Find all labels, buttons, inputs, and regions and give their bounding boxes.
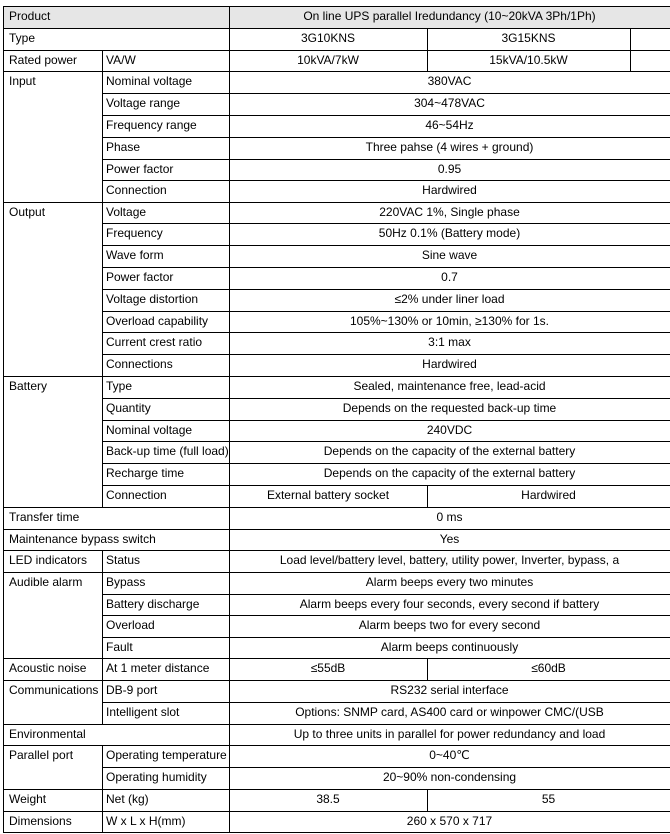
row-sublabel: Operating temperature [106,748,227,762]
value-cell: 0.95 [437,162,462,176]
column-divider [229,6,230,28]
column-divider [229,137,230,159]
column-divider [229,680,230,702]
row-sublabel: Fault [106,640,133,654]
column-divider [229,332,230,354]
column-divider [229,529,230,550]
column-divider [427,50,428,71]
row-label: Audible alarm [9,575,83,589]
column-divider [229,289,230,311]
value-cell [630,28,670,50]
value-cell: ≤55dB [310,661,346,675]
column-divider [102,71,103,93]
row-sublabel: Overload [106,618,155,632]
value-cell: 0 ms [436,510,463,524]
value-cell: Three pahse (4 wires + ground) [365,140,534,154]
column-divider [229,223,230,245]
row-sublabel: W x L x H(mm) [106,814,186,828]
column-divider [630,50,631,71]
row-label: Weight [9,792,47,806]
value-cell: 3:1 max [428,335,471,349]
column-divider [229,550,230,572]
column-divider [630,28,631,50]
row-sublabel: Quantity [106,401,151,415]
column-divider [102,745,103,767]
column-divider [229,376,230,398]
column-divider [229,180,230,202]
column-divider [229,811,230,832]
row-label: Product [9,9,51,23]
column-divider [102,180,103,202]
value-cell: Depends on the requested back-up time [342,401,557,415]
row-sublabel: Frequency [106,226,163,240]
value-cell: 0~40℃ [429,748,470,762]
row-label: Maintenance bypass switch [9,532,156,546]
value-cell: 0.7 [441,270,458,284]
column-divider [102,50,103,71]
column-divider [229,115,230,137]
column-divider [102,245,103,267]
row-sublabel: Power factor [106,162,174,176]
value-cell: 46~54Hz [425,118,474,132]
value-cell: 50Hz 0.1% (Battery mode) [378,226,521,240]
value-cell [630,50,670,71]
column-divider [427,28,428,50]
value-cell: 10kVA/7kW [297,53,359,67]
column-divider [102,550,103,572]
value-cell: Hardwired [521,488,576,502]
column-divider [229,702,230,724]
column-divider [229,159,230,180]
value-cell: Hardwired [422,183,477,197]
column-divider [102,223,103,245]
column-divider [229,658,230,680]
row-label: LED indicators [9,553,88,567]
column-divider [229,767,230,789]
row-sublabel: Connection [106,183,167,197]
column-divider [102,332,103,354]
column-divider [229,202,230,223]
value-cell: Up to three units in parallel for power redundancy and load [293,727,606,741]
column-divider [229,615,230,637]
row-sublabel: Operating humidity [106,770,207,784]
row-sublabel: Battery discharge [106,597,200,611]
row-label: Type [9,31,36,45]
value-cell: ≤60dB [531,661,566,675]
column-divider [229,441,230,463]
row-sublabel: Power factor [106,270,174,284]
value-cell: Hardwired [422,357,477,371]
column-divider [229,93,230,115]
row-label: Acoustic noise [9,661,87,675]
column-divider [229,50,230,71]
column-divider [229,745,230,767]
row-sublabel: Voltage range [106,96,181,110]
value-cell: 240VDC [426,423,473,437]
row-label: Input [9,74,36,88]
value-cell: 38.5 [316,792,340,806]
value-cell: RS232 serial interface [390,683,509,697]
row-label: Parallel port [9,748,74,762]
column-divider [102,115,103,137]
value-cell: Options: SNMP card, AS400 card or winpower CMC/(USB [295,705,604,719]
row-sublabel: Intelligent slot [106,705,180,719]
row-label: Output [9,205,46,219]
row-sublabel: Phase [106,140,141,154]
column-divider [102,572,103,594]
row-label: Battery [9,379,48,393]
column-divider [102,680,103,702]
value-cell: Alarm beeps every two minutes [365,575,534,589]
row-label: Communications [9,683,99,697]
row-sublabel: Back-up time (full load) [106,444,229,458]
column-divider [102,137,103,159]
row-sublabel: Current crest ratio [106,335,203,349]
value-cell: 380VAC [427,74,472,88]
column-divider [102,463,103,485]
row-sublabel: Wave form [106,248,164,262]
column-divider [102,702,103,724]
column-divider [102,93,103,115]
row-sublabel: Status [106,553,141,567]
row-sublabel: Recharge time [106,466,185,480]
row-sublabel: Voltage distortion [106,292,199,306]
row-label: Environmental [9,727,86,741]
column-divider [102,767,103,789]
column-divider [427,485,428,507]
row-sublabel: VA/W [106,53,136,67]
value-cell: Yes [439,532,460,546]
column-divider [102,615,103,637]
column-divider [229,28,230,50]
column-divider [229,71,230,93]
column-divider [102,441,103,463]
column-divider [229,485,230,507]
value-cell: 20~90% non-condensing [382,770,517,784]
row-sublabel: Nominal voltage [106,423,193,437]
column-divider [102,267,103,289]
column-divider [102,789,103,811]
value-cell: Alarm beeps continuously [380,640,519,654]
value-cell: Load level/battery level, battery, utility power, Inverter, bypass, a [279,553,620,567]
row-sublabel: Net (kg) [106,792,149,806]
column-divider [229,724,230,745]
value-cell: 105%~130% or 10min, ≥130% for 1s. [349,314,550,328]
column-divider [102,637,103,658]
column-divider [102,159,103,180]
value-cell: External battery socket [266,488,390,502]
row-sublabel: At 1 meter distance [106,661,210,675]
row-rule [3,832,670,833]
column-divider [229,507,230,529]
column-divider [102,658,103,680]
column-divider [102,289,103,311]
column-divider [102,420,103,441]
column-divider [102,202,103,223]
column-divider [229,463,230,485]
row-sublabel: Type [106,379,133,393]
value-cell: 15kVA/10.5kW [489,53,568,67]
row-sublabel: DB-9 port [106,683,158,697]
column-divider [427,789,428,811]
value-cell: 3G10KNS [300,31,356,45]
column-divider [102,398,103,420]
value-cell: Sine wave [421,248,478,262]
column-divider [229,789,230,811]
value-cell: ≤2% under liner load [394,292,505,306]
row-sublabel: Overload capability [106,314,209,328]
value-cell: Depends on the capacity of the external battery [323,466,576,480]
value-cell: Alarm beeps two for every second [358,618,541,632]
column-divider [229,354,230,376]
column-divider [229,594,230,615]
value-cell: 55 [541,792,556,806]
row-sublabel: Connection [106,488,167,502]
row-sublabel: Connections [106,357,173,371]
column-divider [102,485,103,507]
column-divider [229,311,230,332]
column-divider [102,811,103,832]
value-cell: 3G15KNS [501,31,556,45]
value-cell: 304~478VAC [414,96,485,110]
value-cell: Alarm beeps every four seconds, every second if battery [299,597,600,611]
column-divider [102,354,103,376]
row-label: Transfer time [9,510,80,524]
column-divider [229,245,230,267]
column-divider [229,637,230,658]
column-divider [102,594,103,615]
column-divider [102,376,103,398]
column-divider [102,311,103,332]
row-sublabel: Bypass [106,575,146,589]
column-divider [229,420,230,441]
value-cell: On line UPS parallel Iredundancy (10~20kVA 3Ph/1Ph) [303,9,596,23]
column-divider [229,267,230,289]
row-label: Dimensions [9,814,72,828]
value-cell: 220VAC 1%, Single phase [379,205,520,219]
value-cell: Depends on the capacity of the external battery [323,444,576,458]
column-divider [427,658,428,680]
row-label: Rated power [9,53,78,67]
row-sublabel: Voltage [106,205,147,219]
column-divider [229,572,230,594]
value-cell: 260 x 570 x 717 [406,814,493,828]
value-cell: Sealed, maintenance free, lead-acid [353,379,546,393]
column-divider [229,398,230,420]
row-sublabel: Nominal voltage [106,74,193,88]
row-sublabel: Frequency range [106,118,197,132]
table-border [3,6,4,832]
